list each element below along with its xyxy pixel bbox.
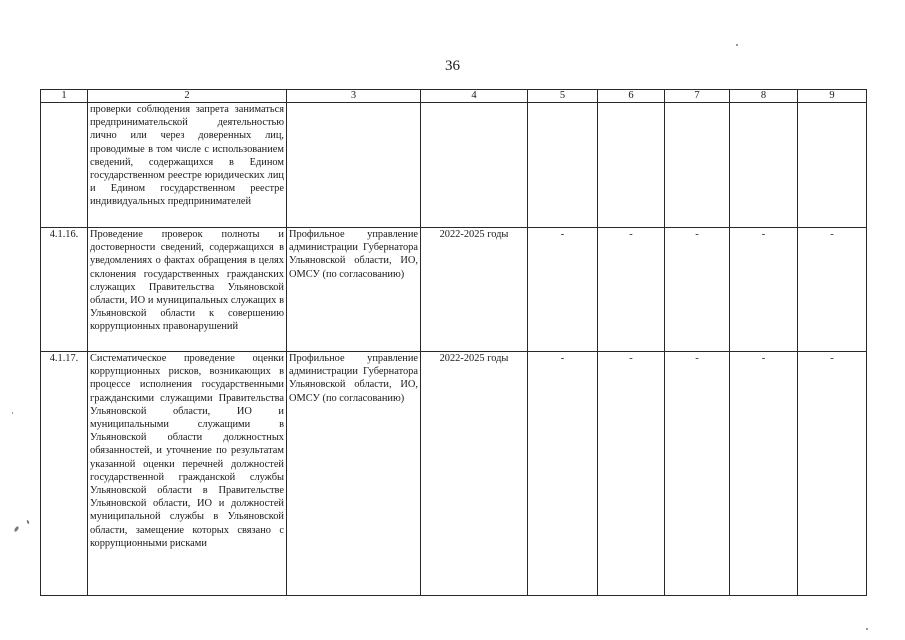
row-col-5: - (528, 352, 598, 596)
measures-table (40, 89, 867, 596)
row-number: 4.1.16. (41, 228, 88, 352)
table-row (41, 103, 867, 228)
page-number: 36 (445, 58, 460, 74)
scan-speck (866, 628, 868, 630)
row-executor: Профильное управление администрации Губернатора Ульяновской области, ИО, ОМСУ (по согласованию) (287, 352, 421, 596)
row-col-7: - (665, 352, 730, 596)
header-col-7: 7 (665, 90, 730, 103)
row-description: проверки соблюдения запрета заниматься предпринимательской деятельностью лично или через доверенных лиц, проводимые в том числе с использованием сведений, содержащихся в Едином государственном реестре юридических лиц и Едином государственном реестре индивидуальных предпринимателей (88, 103, 287, 228)
row-executor: Профильное управление администрации Губернатора Ульяновской области, ИО, ОМСУ (по согласованию) (287, 228, 421, 352)
row-col-8: - (730, 352, 798, 596)
header-col-3: 3 (287, 90, 421, 103)
row-col-7: - (665, 228, 730, 352)
header-col-6: 6 (598, 90, 665, 103)
header-col-9: 9 (798, 90, 867, 103)
row-col-9: - (798, 352, 867, 596)
row-col-5 (528, 103, 598, 228)
row-col-6: - (598, 352, 665, 596)
scan-speck (14, 526, 20, 533)
row-period: 2022-2025 годы (421, 352, 528, 596)
row-period (421, 103, 528, 228)
table-row (41, 228, 867, 352)
row-col-9: - (798, 228, 867, 352)
row-description: Систематическое проведение оценки коррупционных рисков, возникающих в процессе исполнения государственными гражданскими служащими Правительства Ульяновской области, ИО и муниципальными служащими в Ульяновской области должностных обязанностей, и уточнение по результатам указанной оценки перечней должностей государственной гражданской службы Ульяновской области в Правительстве Ульяновской области, ИО и должностей муниципальной службы в Ульяновской области, замещение которых связано с коррупционными рисками (88, 352, 287, 596)
row-description: Проведение проверок полноты и достоверности сведений, содержащихся в уведомлениях о фактах обращения в целях склонения государственных гражданских служащих Правительства Ульяновской области, ИО и муниципальных служащих в Ульяновской области к совершению коррупционных правонарушений (88, 228, 287, 352)
row-period: 2022-2025 годы (421, 228, 528, 352)
row-col-6: - (598, 228, 665, 352)
header-col-8: 8 (730, 90, 798, 103)
header-col-5: 5 (528, 90, 598, 103)
header-col-4: 4 (421, 90, 528, 103)
row-col-8: - (730, 228, 798, 352)
row-col-6 (598, 103, 665, 228)
row-number (41, 103, 88, 228)
row-executor (287, 103, 421, 228)
row-col-8 (730, 103, 798, 228)
scan-speck (26, 520, 29, 524)
header-col-1: 1 (41, 90, 88, 103)
scan-speck (12, 412, 13, 414)
row-col-5: - (528, 228, 598, 352)
row-number: 4.1.17. (41, 352, 88, 596)
scan-speck (736, 44, 738, 46)
row-col-7 (665, 103, 730, 228)
row-col-9 (798, 103, 867, 228)
table-header-row (41, 90, 867, 103)
header-col-2: 2 (88, 90, 287, 103)
table-row (41, 352, 867, 596)
